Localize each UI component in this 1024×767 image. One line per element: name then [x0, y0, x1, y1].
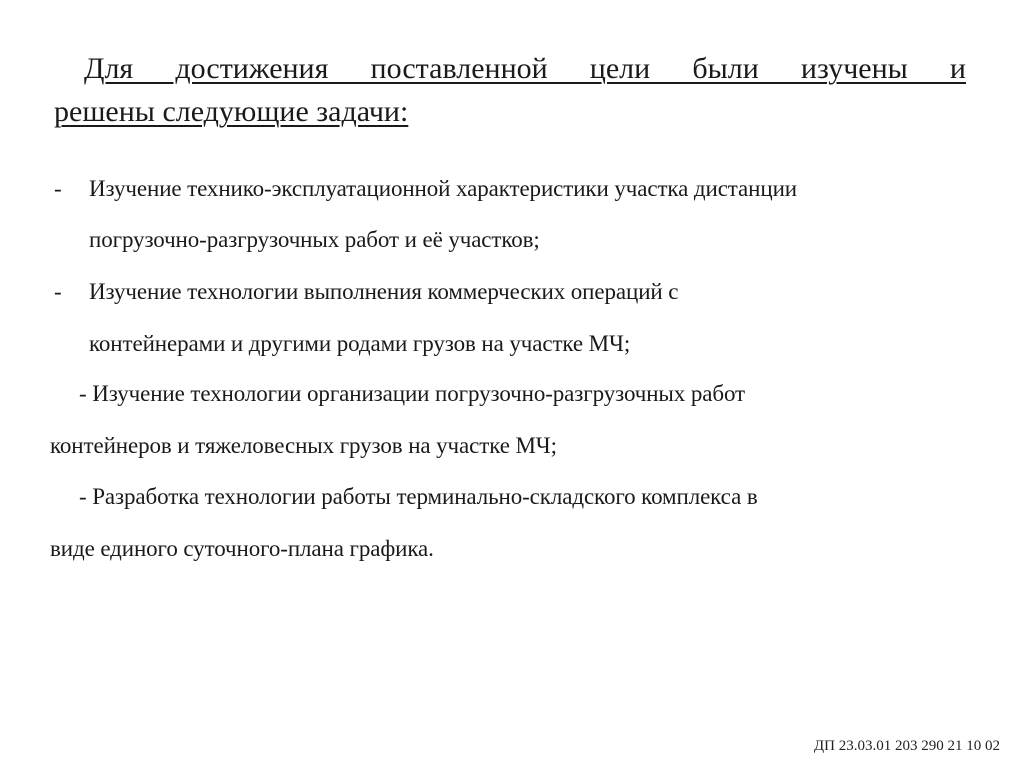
task-1-line-2: погрузочно-разгрузочных работ и её участков; — [89, 227, 540, 252]
task-4-line-1: - Разработка технологии работы терминально-складского комплекса в — [79, 484, 758, 509]
heading-line-2: решены следующие задачи: — [54, 95, 409, 128]
task-2-line-1: Изучение технологии выполнения коммерческих операций с — [89, 279, 679, 304]
task-2-line-2: контейнерами и другими родами грузов на участке МЧ; — [89, 331, 631, 356]
task-4-line-2: виде единого суточного-плана графика. — [50, 536, 434, 561]
task-3-line-1: - Изучение технологии организации погрузочно-разгрузочных работ — [79, 381, 745, 406]
task-1-line-1: Изучение технико-эксплуатационной характеристики участка дистанции — [89, 176, 797, 201]
task-1-dash: - — [54, 176, 62, 201]
task-3-line-2: контейнеров и тяжеловесных грузов на участке МЧ; — [50, 433, 557, 458]
heading-line-1: Для достижения поставленной цели были изучены и — [84, 52, 966, 85]
document-code: ДП 23.03.01 203 290 21 10 02 — [813, 738, 1000, 754]
task-2-dash: - — [54, 279, 62, 304]
